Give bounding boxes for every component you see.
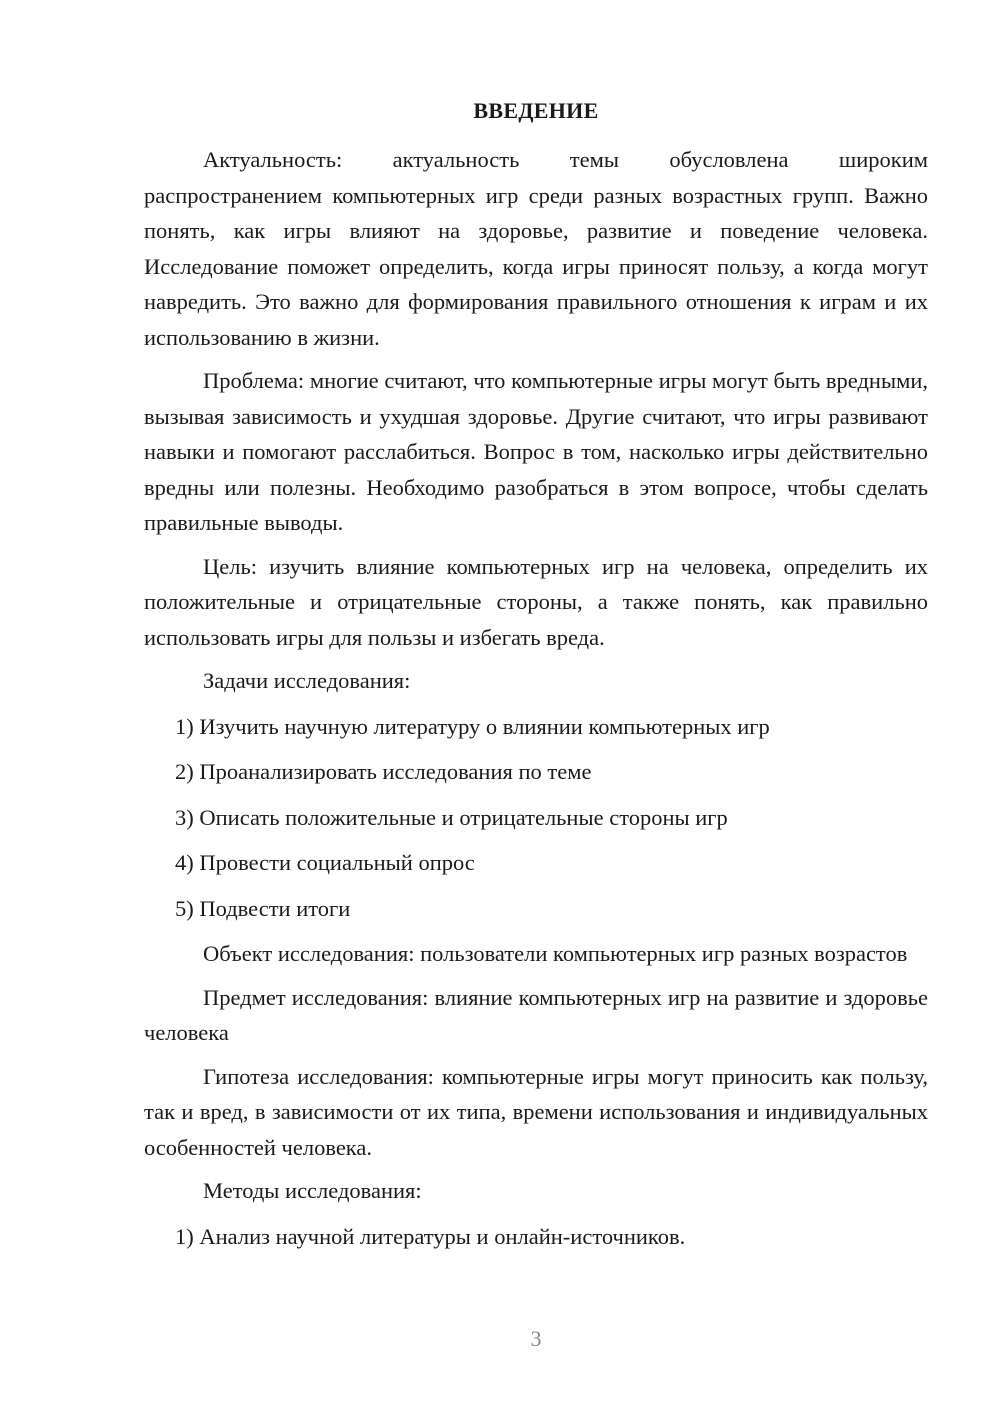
page-title: ВВЕДЕНИЕ [473,98,599,123]
list-item: 4) Провести социальный опрос [175,850,475,875]
list-item: 1) Изучить научную литературу о влиянии компьютерных игр [175,713,770,739]
subject-paragraph: Предмет исследования: влияние компьютерных игр на развитие и здоровье человека [144,984,928,1045]
object-paragraph: Объект исследования: пользователи компьютерных игр разных возрастов [203,941,908,966]
list-item: 5) Подвести итоги [175,895,351,921]
page-number: 3 [530,1326,542,1351]
methods-list [144,1219,928,1255]
list-item: 3) Описать положительные и отрицательные стороны игр [175,804,728,830]
hypothesis-paragraph: Гипотеза исследования: компьютерные игры могут приносить как пользу, так и вред, в зависимости от их типа, времени использования и индивидуальных особенностей человека. [144,1063,928,1160]
tasks-heading: Задачи исследования: [203,668,411,693]
relevance-paragraph: Актуальность: актуальность темы обусловлена широким распространением компьютерных игр среди разных возрастных групп. Важно понять, как игры влияют на здоровье, развитие и поведение человека. Исследование поможет определить, когда игры приносят пользу, а когда могут навредить. Это важно для формирования правильного отношения к играм и их использованию в жизни. [144,147,928,350]
tasks-list [144,709,928,927]
list-item: 2) Проанализировать исследования по теме [175,759,592,784]
list-item: 1) Анализ научной литературы и онлайн-источников. [175,1223,686,1249]
problem-paragraph: Проблема: многие считают, что компьютерные игры могут быть вредными, вызывая зависимость и ухудшая здоровье. Другие считают, что игры развивают навыки и помогают расслабиться. Вопрос в том, насколько игры действительно вредны или полезны. Необходимо разобраться в этом вопросе, чтобы сделать правильные выводы. [144,368,928,535]
goal-paragraph: Цель: изучить влияние компьютерных игр на человека, определить их положительные и отрицательные стороны, а также понять, как правильно использовать игры для пользы и избегать вреда. [144,553,928,650]
methods-heading: Методы исследования: [203,1178,422,1203]
document-body [144,142,928,1264]
